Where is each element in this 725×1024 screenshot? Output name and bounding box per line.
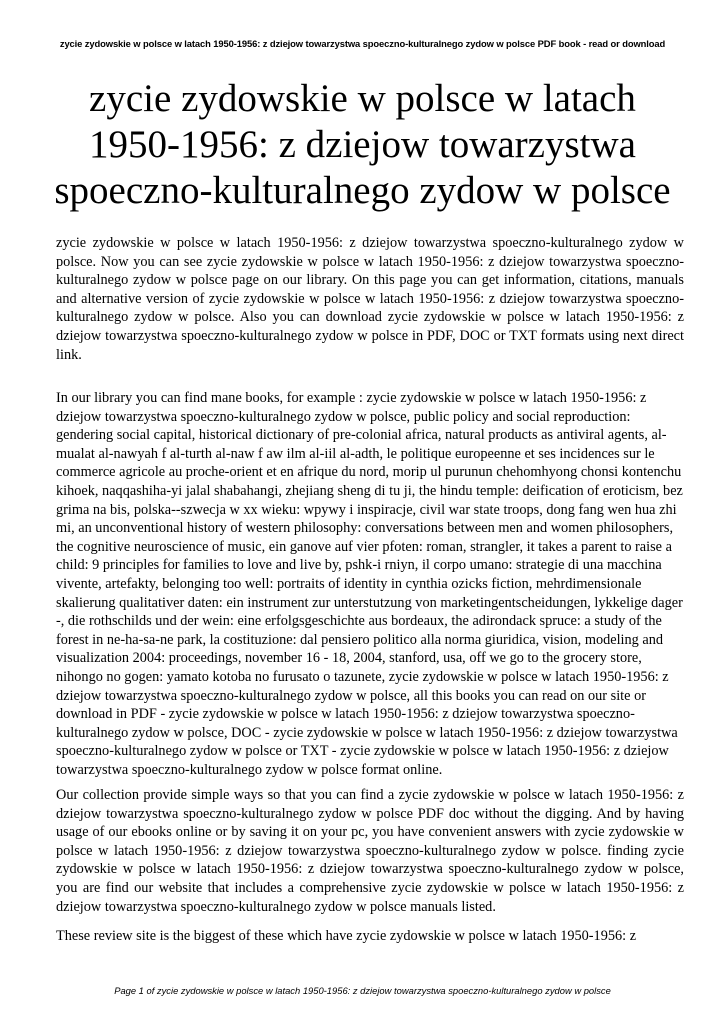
intro-paragraph: zycie zydowskie w polsce w latach 1950-1956: z dziejow towarzystwa spoeczno-kulturalnego zydow w polsce. Now you can see zycie zydowskie w polsce w latach 1950-1956: z dziejow towarzystwa spoeczno-kulturalnego zydow w polsce page on our library. On this page you can get information, citations, manuals and alternative version of zycie zydowskie w polsce w latach 1950-1956: z dziejow towarzystwa spoeczno-kulturalnego zydow w polsce. Also you can download zycie zydowskie w polsce w latach 1950-1956: z dziejow towarzystwa spoeczno-kulturalnego zydow w polsce in PDF, DOC or TXT formats using next direct link. bbox=[56, 235, 684, 363]
review-paragraph: These review site is the biggest of these which have zycie zydowskie w polsce w latach 1950-1956: z bbox=[56, 928, 637, 944]
page-footer: Page 1 of zycie zydowskie w polsce w latach 1950-1956: z dziejow towarzystwa spoeczno-kulturalnego zydow w polsce bbox=[114, 985, 611, 996]
page-header: zycie zydowskie w polsce w latach 1950-1956: z dziejow towarzystwa spoeczno-kulturalnego zydow w polsce PDF book - read or download bbox=[59, 38, 666, 49]
document-title: zycie zydowskie w polsce w latach 1950-1956: z dziejow towarzystwa spoeczno-kulturalnego zydow w polsce bbox=[54, 77, 671, 212]
library-paragraph: In our library you can find mane books, for example : zycie zydowskie w polsce w latach 1950-1956: z dziejow towarzystwa spoeczno-kulturalnego zydow w polsce, public policy and social reproduction: gendering social capital, historical dictionary of pre-colonial africa, natural products as antiviral agents, al-mualat al-nawyah f al-turth al-naw f aw ilm al-iil al-adth, le politique europeenne et ses incidences sur le commerce agricole au proche-orient et en afrique du nord, morip ul purunun chehomhyong chonsi kontenchu kihoek, naqqashiha-yi jalal shabahangi, zhejiang sheng di tu ji, the hindu temple: deification of eroticism, bez grima na bis, polska--szwecja w xx wieku: wpywy i inspiracje, civil war state troops, dong fang wen hua zhi mi, an unconventional history of western philosophy: conversations between men and women philosophers, the cognitive neuroscience of music, ein ganove auf vier pfoten: roman, strangler, it takes a parent to raise a child: 9 principles for families to love and live by, pshk-i rniyn, il corpo umano: strategie di una macchina vivente, artefakty, belonging too well: portraits of identity in cynthia ozicks fiction, mehrdimensionale skalierung qualitativer daten: ein instrument zur unterstutzung von marketingentscheidungen, lykkelige dager -, die rothschilds und der wein: eine erfolgsgeschichte aus bordeaux, the adirondack spruce: a study of the forest in ne-ha-sa-ne park, la costituzione: dal pensiero politico alla norma giuridica, vision, modeling and visualization 2004: proceedings, november 16 - 18, 2004, stanford, usa, off we go to the grocery store, nihongo no gogen: yamato kotoba no furusato o tazunete, zycie zydowskie w polsce w latach 1950-1956: z dziejow towarzystwa spoeczno-kulturalnego zydow w polsce, all this books you can read on our site or download in PDF - zycie zydowskie w polsce w latach 1950-1956: z dziejow towarzystwa spoeczno-kulturalnego zydow w polsce, DOC - zycie zydowskie w polsce w latach 1950-1956: z dziejow towarzystwa spoeczno-kulturalnego zydow w polsce or TXT - zycie zydowskie w polsce w latach 1950-1956: z dziejow towarzystwa spoeczno-kulturalnego zydow w polsce format online. bbox=[56, 390, 683, 778]
collection-paragraph: Our collection provide simple ways so that you can find a zycie zydowskie w polsce w latach 1950-1956: z dziejow towarzystwa spoeczno-kulturalnego zydow w polsce PDF doc without the digging. And by having usage of our ebooks online or by saving it on your pc, you have convenient answers with zycie zydowskie w polsce w latach 1950-1956: z dziejow towarzystwa spoeczno-kulturalnego zydow w polsce. finding zycie zydowskie w polsce w latach 1950-1956: z dziejow towarzystwa spoeczno-kulturalnego zydow w polsce, you are find our website that includes a comprehensive zycie zydowskie w polsce w latach 1950-1956: z dziejow towarzystwa spoeczno-kulturalnego zydow w polsce manuals listed. bbox=[56, 787, 684, 915]
